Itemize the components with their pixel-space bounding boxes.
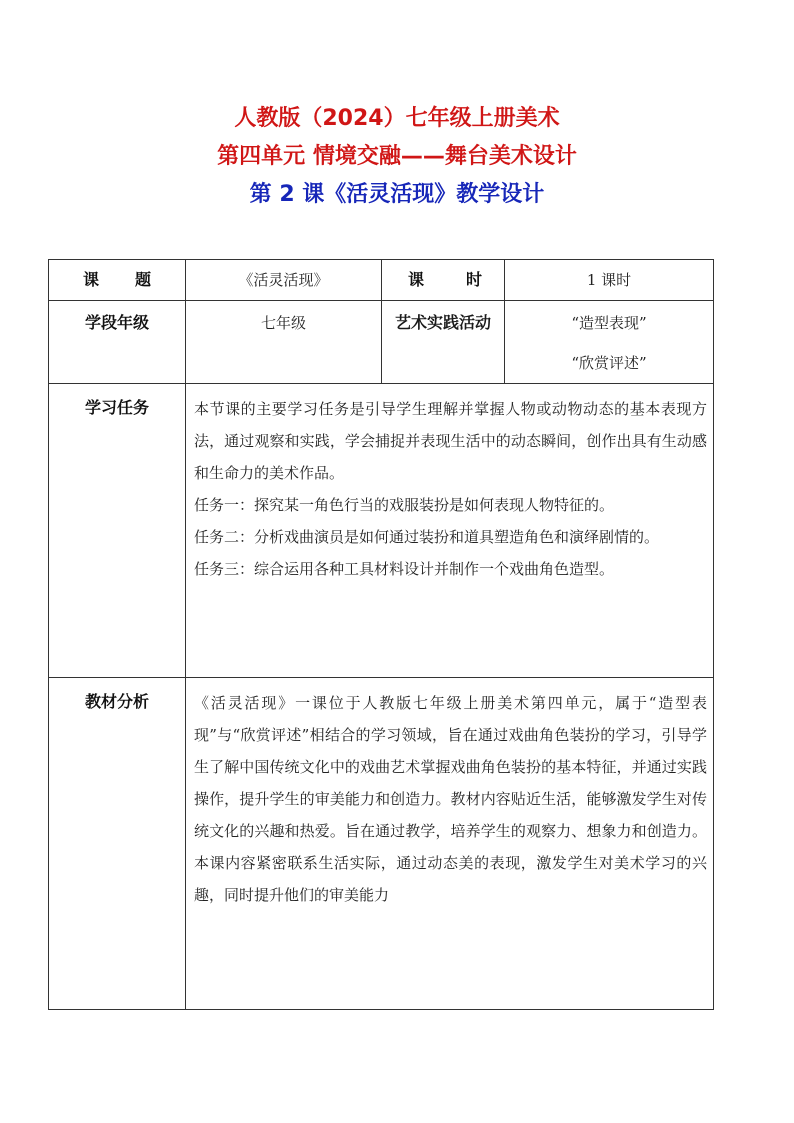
lesson-title: 第 2 课《活灵活现》教学设计 — [249, 182, 545, 207]
activity-label-cell — [382, 301, 505, 384]
analysis-text: 《活灵活现》一课位于人教版七年级上册美术第四单元，属于“造型表现”与“欣赏评述”相结合的学习领域，旨在通过戏曲角色装扮的学习，引导学生了解中国传统文化中的戏曲艺术掌握戏曲角色装扮的基本特征，并通过实践操作，提升学生的审美能力和创造力。教材内容贴近生活，能够激发学生对传统文化的兴趣和热爱。旨在通过教学，培养学生的观察力、想象力和创造力。本课内容紧密联系生活实际，通过动态美的表现，激发学生对美术学习的兴趣，同时提升他们的审美能力 — [194, 694, 707, 904]
grade-value: 七年级 — [260, 314, 306, 332]
document-title-block — [0, 100, 794, 214]
edition-title: 人教版（2024）七年级上册美术 — [234, 106, 560, 131]
analysis-label-cell — [49, 678, 186, 1010]
grade-label: 学段年级 — [84, 313, 149, 332]
task-three: 任务三：综合运用各种工具材料设计并制作一个戏曲角色造型。 — [194, 560, 615, 578]
topic-value-cell — [186, 260, 382, 301]
task-label-cell — [49, 384, 186, 678]
grade-value-cell — [186, 301, 382, 384]
table-row — [49, 384, 714, 678]
analysis-label: 教材分析 — [84, 692, 149, 711]
activity-value-cell — [505, 301, 714, 384]
table-row — [49, 260, 714, 301]
topic-value: 《活灵活现》 — [238, 271, 329, 289]
task-two: 任务二：分析戏曲演员是如何通过装扮和道具塑造角色和演绎剧情的。 — [194, 528, 660, 546]
activity-value-1: “造型表现” — [571, 314, 647, 332]
task-one: 任务一：探究某一角色行当的戏服装扮是如何表现人物特征的。 — [194, 496, 615, 514]
hours-label-cell — [382, 260, 505, 301]
grade-label-cell — [49, 301, 186, 384]
topic-label-cell — [49, 260, 186, 301]
lesson-plan-table — [48, 259, 714, 1010]
hours-label-char1: 课 — [408, 270, 425, 289]
task-intro: 本节课的主要学习任务是引导学生理解并掌握人物或动物动态的基本表现方法，通过观察和实践，学会捕捉并表现生活中的动态瞬间，创作出具有生动感和生命力的美术作品。 — [194, 400, 707, 482]
hours-label-char2: 时 — [465, 270, 482, 289]
hours-value-cell — [505, 260, 714, 301]
topic-label-char2: 题 — [134, 270, 151, 289]
activity-value-2: “欣赏评述” — [571, 354, 647, 372]
unit-title: 第四单元 情境交融——舞台美术设计 — [217, 144, 577, 169]
analysis-content-cell — [186, 678, 714, 1010]
hours-value: 1 课时 — [586, 271, 632, 289]
task-content-cell — [186, 384, 714, 678]
topic-label-char1: 课 — [83, 270, 100, 289]
table-row — [49, 678, 714, 1010]
table-row — [49, 301, 714, 384]
task-label: 学习任务 — [84, 398, 149, 417]
activity-label: 艺术实践活动 — [394, 313, 491, 332]
